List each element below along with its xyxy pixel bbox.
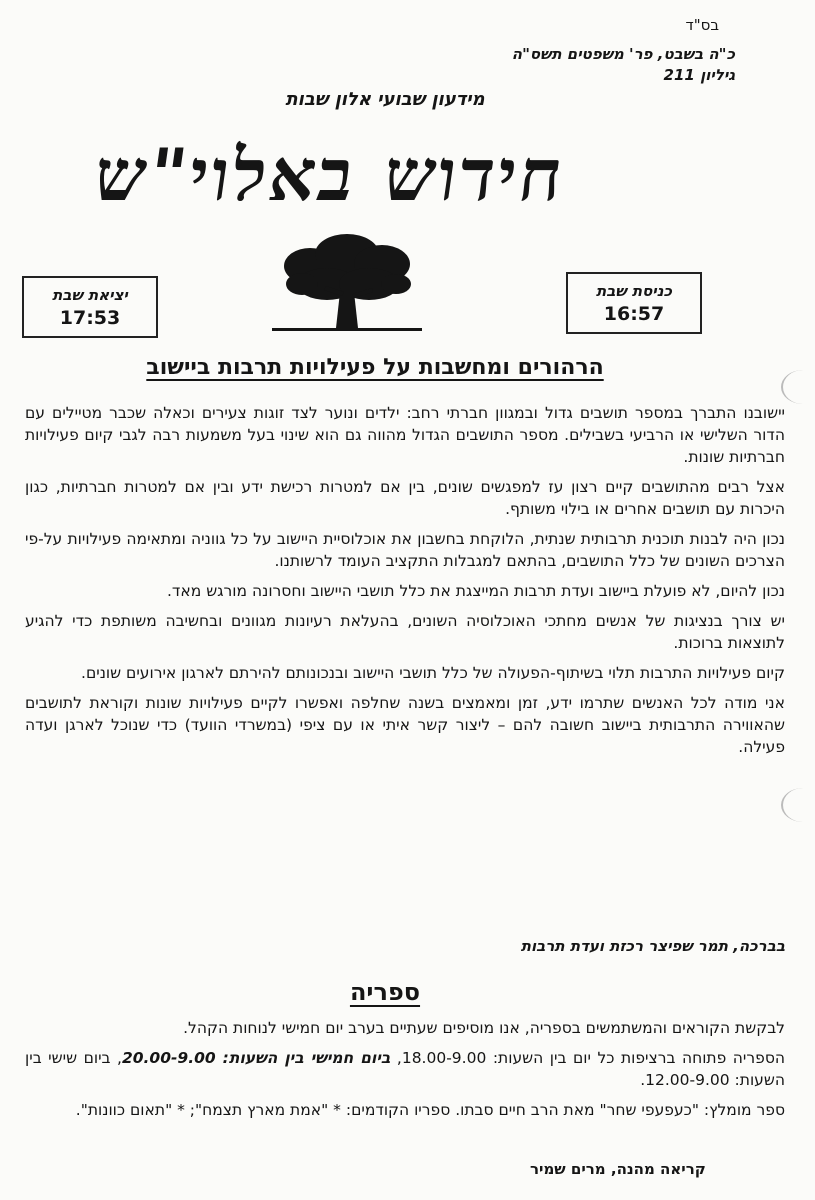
library-hours-part: הספריה פתוחה ברציפות כל יום בין השעות: 18.00-9.00,	[390, 1049, 786, 1067]
issue-date: כ"ה בשבט, פר' משפטים תשס"ה	[511, 45, 735, 63]
article-paragraph: קיום פעילויות התרבות תלוי בשיתוף-הפעולה של כלל תושבי היישוב ובנכונותם להירתם לארגון אירועים שונים.	[81, 664, 785, 682]
article-paragraph: אני מודה לכל האנשים שתרמו ידע, זמן ומאמצים בשנה שחלפה ואפשרו לקיים פעילויות שונות וקוראת לתושבים שהאווירה התרבותית ביישוב חשובה להם – ליצור קשר איתי או עם ציפי (במשרדי הוועד) כדי שנוכל לארגן ועדה פעילה.	[25, 694, 785, 756]
shabbat-entry-box	[566, 272, 702, 334]
library-recommendation: ספר מומלץ: "כעפעפי שחר" מאת הרב חיים סבתו. ספריו הקודמים: * "אמת מארץ תצמח"; * "תאום כוונות".	[75, 1101, 785, 1119]
library-paragraph: לבקשת הקוראים והמשתמשים בספריה, אנו מוסיפים שעתיים בערב יום חמישי לנוחות הקהל.	[183, 1019, 785, 1037]
shabbat-exit-label: יציאת שבת	[52, 286, 128, 304]
library-thursday-hours: ביום חמישי בין השעות: 20.00-9.00	[121, 1049, 391, 1067]
article-paragraph: יישובנו התברך במספר תושבים גדול ובמגוון חברתי רחב: ילדים ונוער לצד זוגות צעירים וכאלה שכבר מטיילים עם הדור השלישי או הרביעי בשבילים. מספר התושבים הגדול מהווה גם הוא שינוי בעל משמעות רבה לגבי קיום פעילויות חברתיות שונות.	[25, 404, 785, 466]
library-signature: קריאה מהנה, מרים שמיר	[530, 1160, 706, 1178]
issue-date-block	[512, 44, 735, 86]
article-paragraph: יש צורך בנציגות של אנשים מחתכי האוכלוסיה השונים, בהעלאת רעיונות מגוונים ובחשיבה משותפת כדי להגיע לתוצאות ברוכות.	[25, 612, 785, 652]
library-hours	[25, 1047, 785, 1091]
article-body	[25, 402, 785, 766]
article-heading: הרהורים ומחשבות על פעילויות תרבות ביישוב	[146, 355, 604, 380]
article-paragraph: נכון להיום, לא פועלת ביישוב ועדת תרבות המייצגת את כלל תושבי היישוב וחסרונה מורגש מאד.	[166, 582, 785, 600]
oak-tree-icon	[272, 232, 422, 336]
bsd-mark: בס"ד	[685, 16, 719, 34]
punch-hole	[781, 788, 815, 822]
shabbat-exit-box	[22, 276, 158, 338]
article-paragraph: נכון היה לבנות תוכנית תרבותית שנתית, הלוקחת בחשבון את אוכלוסיית היישוב על כל גווניה ומתאימה פעילויות על-פי הצרכים השונים של כלל התושבים, בהתאם למגבלות התקציב העומד לרשותנו.	[25, 530, 785, 570]
library-hours-part: , ביום שישי בין השעות: 12.00-9.00.	[25, 1049, 785, 1089]
shabbat-entry-time: 16:57	[603, 303, 665, 325]
newsletter-subtitle: מידעון שבועי אלון שבות	[285, 89, 485, 110]
newsletter-logo: חידוש באלוי"ש	[89, 132, 572, 217]
library-body	[25, 1017, 785, 1129]
article-signature: בברכה, תמר שפיצר רכזת ועדת תרבות	[520, 937, 785, 955]
article-paragraph: אצל רבים מהתושבים קיים רצון עז למפגשים שונים, בין אם למטרות רכישת ידע ובין אם למטרות חברתיות, כגון היכרות עם תושבים אחרים או בילוי משותף.	[25, 478, 785, 518]
punch-hole	[781, 370, 815, 404]
library-heading: ספריה	[349, 978, 421, 1006]
shabbat-entry-label: כניסת שבת	[596, 282, 672, 300]
shabbat-exit-time: 17:53	[59, 307, 121, 329]
issue-number: גיליון 211	[663, 66, 735, 84]
